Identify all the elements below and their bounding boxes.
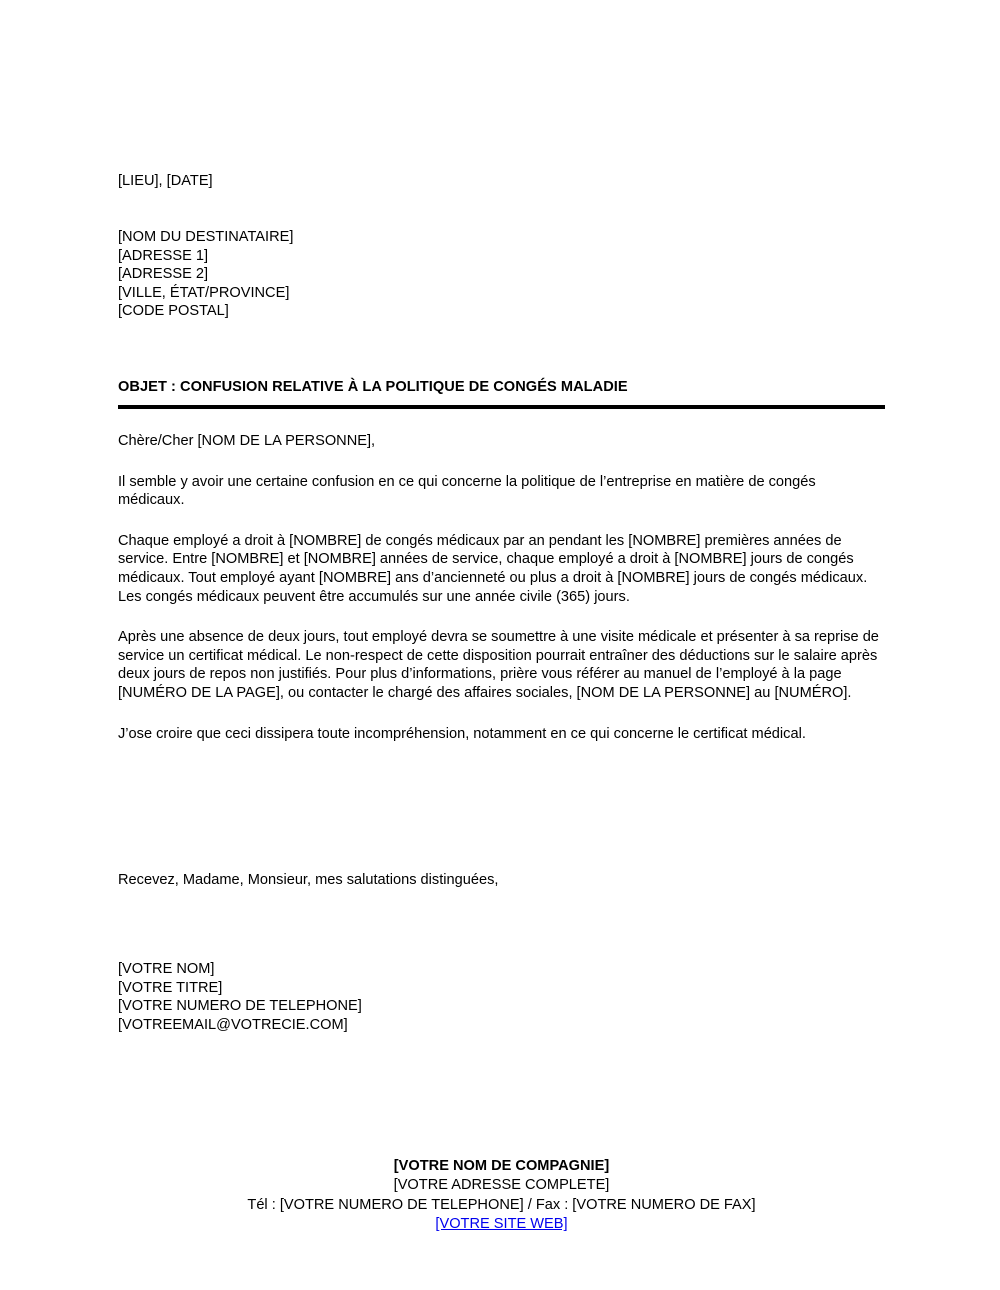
date-block	[118, 172, 885, 191]
footer-contact: Tél : [VOTRE NUMERO DE TELEPHONE] / Fax : [VOTRE NUMERO DE FAX]	[247, 1196, 756, 1213]
recipient-postal-code: [CODE POSTAL]	[118, 303, 229, 320]
footer-website-row	[118, 1215, 885, 1234]
signature-name: [VOTRE NOM]	[118, 961, 215, 977]
subject-block	[118, 378, 885, 409]
footer-company-name: [VOTRE NOM DE COMPAGNIE]	[393, 1158, 610, 1174]
signature-block	[118, 960, 885, 1034]
body-paragraph-1: Il semble y avoir une certaine confusion en ce qui concerne la politique de l’entreprise en matière de congés médicaux.	[118, 473, 820, 509]
recipient-name: [NOM DU DESTINATAIRE]	[118, 229, 294, 245]
horizontal-rule	[118, 405, 885, 409]
signature-email: [VOTREEMAIL@VOTRECIE.COM]	[118, 1016, 348, 1033]
subject-line: OBJET : CONFUSION RELATIVE À LA POLITIQUE DE CONGÉS MALADIE	[118, 379, 628, 395]
recipient-address-2: [ADRESSE 2]	[118, 266, 209, 283]
recipient-city-state: [VILLE, ÉTAT/PROVINCE]	[118, 284, 290, 301]
closing-block	[118, 871, 885, 890]
place-date-line: [LIEU], [DATE]	[118, 173, 213, 189]
footer-address: [VOTRE ADRESSE COMPLETE]	[393, 1177, 610, 1194]
recipient-address-1: [ADRESSE 1]	[118, 247, 209, 264]
salutation-line: Chère/Cher [NOM DE LA PERSONNE],	[118, 433, 376, 449]
body-paragraph-4: J’ose croire que ceci dissipera toute incompréhension, notamment en ce qui concerne le certificat médical.	[118, 725, 806, 742]
body-paragraph-3: Après une absence de deux jours, tout employé devra se soumettre à une visite médicale et présenter à sa reprise de service un certificat médical. Le non-respect de cette disposition pourrait entraîner des déductions sur le salaire après deux jours de repos non justifiés. Pour plus d’informations, prière vous référer au manuel de l’employé à la page [NUMÉRO DE LA PAGE], ou contacter le chargé des affaires sociales, [NOM DE LA PERSONNE] au [NUMÉRO].	[118, 629, 883, 701]
recipient-address-block	[118, 228, 885, 321]
closing-line: Recevez, Madame, Monsieur, mes salutations distinguées,	[118, 872, 499, 888]
signature-phone: [VOTRE NUMERO DE TELEPHONE]	[118, 998, 362, 1015]
footer-website-link[interactable]: [VOTRE SITE WEB]	[435, 1216, 568, 1233]
letter-body	[118, 432, 885, 743]
signature-title: [VOTRE TITRE]	[118, 979, 223, 996]
page-footer	[118, 1157, 885, 1235]
body-paragraph-2: Chaque employé a droit à [NOMBRE] de congés médicaux par an pendant les [NOMBRE] premières années de service. Entre [NOMBRE] et [NOMBRE] années de service, chaque employé a droit à [NOMBRE] jours de congés médicaux. Tout employé ayant [NOMBRE] ans d’ancienneté ou plus a droit à [NOMBRE] jours de congés médicaux. Les congés médicaux peuvent être accumulés sur une année civile (365) jours.	[118, 532, 876, 605]
